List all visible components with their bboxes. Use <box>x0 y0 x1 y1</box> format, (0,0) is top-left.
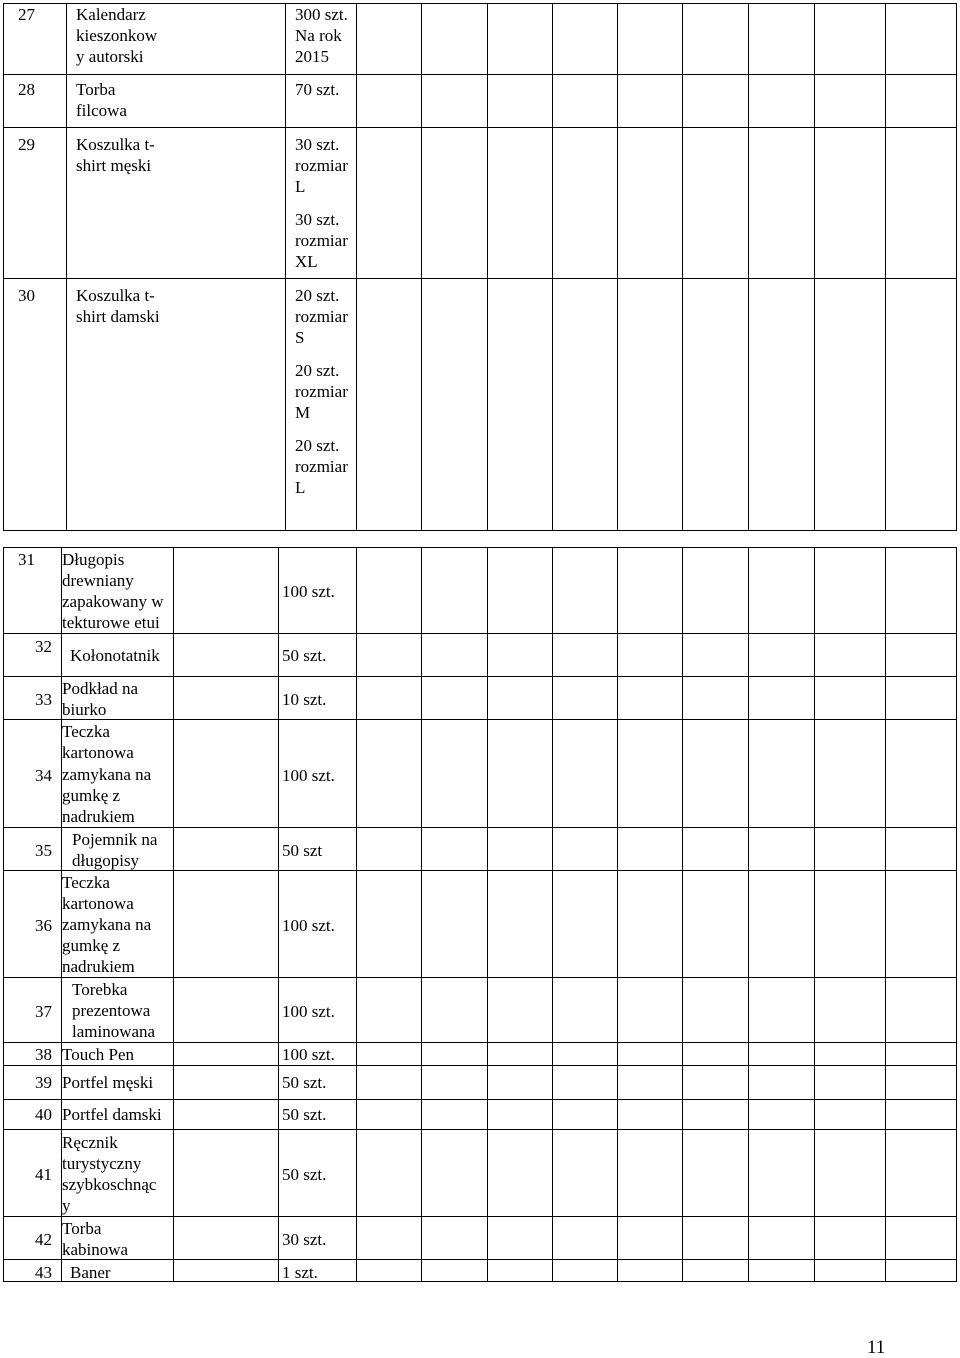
item-quantity: 20 szt. <box>295 361 340 380</box>
item-quantity: 50 szt. <box>282 1105 327 1124</box>
row-number: 35 <box>35 841 52 860</box>
item-name: nadrukiem <box>62 957 135 976</box>
item-quantity: 30 szt. <box>295 210 340 229</box>
item-name: Baner <box>70 1263 111 1282</box>
item-quantity: rozmiar <box>295 307 348 326</box>
page-number: 11 <box>867 1337 886 1358</box>
item-name: filcowa <box>76 101 127 120</box>
item-name: gumkę z <box>62 936 121 955</box>
item-quantity: 1 szt. <box>282 1263 318 1282</box>
item-name: kartonowa <box>62 894 134 913</box>
row-number: 34 <box>35 766 52 785</box>
item-quantity: 2015 <box>295 47 329 66</box>
item-name: Ręcznik <box>62 1133 118 1152</box>
row-number: 33 <box>35 690 52 709</box>
row-number: 27 <box>18 5 35 24</box>
item-name: Portfel męski <box>62 1073 154 1092</box>
item-quantity: 20 szt. <box>295 436 340 455</box>
item-quantity: 10 szt. <box>282 690 327 709</box>
row-number: 31 <box>18 550 35 569</box>
row-number: 36 <box>35 916 52 935</box>
row-number: 28 <box>18 80 35 99</box>
item-quantity: rozmiar <box>295 457 348 476</box>
item-name: kartonowa <box>62 743 134 762</box>
item-name: shirt damski <box>76 307 160 326</box>
item-name: tekturowe etui <box>62 613 160 632</box>
item-name: biurko <box>62 700 107 719</box>
item-quantity: 50 szt <box>282 841 323 860</box>
item-name: nadrukiem <box>62 807 135 826</box>
item-quantity: 100 szt. <box>282 766 335 785</box>
item-name: gumkę z <box>62 786 121 805</box>
item-name: zamykana na <box>62 915 152 934</box>
item-name: kabinowa <box>62 1240 129 1259</box>
item-name: Koszulka t- <box>76 286 155 305</box>
row-number: 29 <box>18 135 35 154</box>
row-number: 42 <box>35 1230 52 1249</box>
item-name: Podkład na <box>62 679 139 698</box>
row-number: 39 <box>35 1073 52 1092</box>
item-name: Teczka <box>62 722 110 741</box>
item-name: Torebka <box>72 980 128 999</box>
item-name: y <box>62 1196 71 1215</box>
item-name: Pojemnik na <box>72 830 158 849</box>
item-name: turystyczny <box>62 1154 142 1173</box>
item-quantity: 100 szt. <box>282 916 335 935</box>
item-name: Kalendarz <box>76 5 146 24</box>
item-name: drewniany <box>62 571 134 590</box>
item-name: Torba <box>76 80 116 99</box>
item-quantity: rozmiar <box>295 382 348 401</box>
row-number: 38 <box>35 1045 52 1064</box>
item-quantity: XL <box>295 252 318 271</box>
row-number: 32 <box>35 637 52 656</box>
item-name: zamykana na <box>62 765 152 784</box>
item-name: Teczka <box>62 873 110 892</box>
item-name: y autorski <box>76 47 144 66</box>
row-number: 40 <box>35 1105 52 1124</box>
item-quantity: S <box>295 328 305 347</box>
item-quantity: 50 szt. <box>282 1073 327 1092</box>
item-name: Długopis <box>62 550 125 569</box>
item-name: kieszonkow <box>76 26 158 45</box>
item-name: Kołonotatnik <box>70 646 160 665</box>
item-name: Torba <box>62 1219 102 1238</box>
item-name: Portfel damski <box>62 1105 162 1124</box>
item-quantity: 100 szt. <box>282 582 335 601</box>
item-quantity: 50 szt. <box>282 646 327 665</box>
row-number: 41 <box>35 1165 52 1184</box>
item-name: długopisy <box>72 851 140 870</box>
item-name: shirt męski <box>76 156 152 175</box>
item-quantity: 50 szt. <box>282 1165 327 1184</box>
item-quantity: 300 szt. <box>295 5 348 24</box>
item-name: Touch Pen <box>62 1045 134 1064</box>
item-quantity: 70 szt. <box>295 80 340 99</box>
item-quantity: 30 szt. <box>282 1230 327 1249</box>
item-quantity: rozmiar <box>295 156 348 175</box>
row-number: 30 <box>18 286 35 305</box>
item-quantity: 20 szt. <box>295 286 340 305</box>
row-number: 37 <box>35 1002 52 1021</box>
item-quantity: 100 szt. <box>282 1002 335 1021</box>
item-quantity: rozmiar <box>295 231 348 250</box>
item-quantity: L <box>295 478 306 497</box>
item-quantity: M <box>295 403 311 422</box>
item-quantity: Na rok <box>295 26 342 45</box>
item-quantity: L <box>295 177 306 196</box>
item-name: prezentowa <box>72 1001 151 1020</box>
row-number: 43 <box>35 1263 52 1282</box>
item-name: Koszulka t- <box>76 135 155 154</box>
item-name: szybkoschnąc <box>62 1175 157 1194</box>
item-quantity: 100 szt. <box>282 1045 335 1064</box>
item-name: laminowana <box>72 1022 156 1041</box>
item-quantity: 30 szt. <box>295 135 340 154</box>
item-name: zapakowany w <box>62 592 164 611</box>
